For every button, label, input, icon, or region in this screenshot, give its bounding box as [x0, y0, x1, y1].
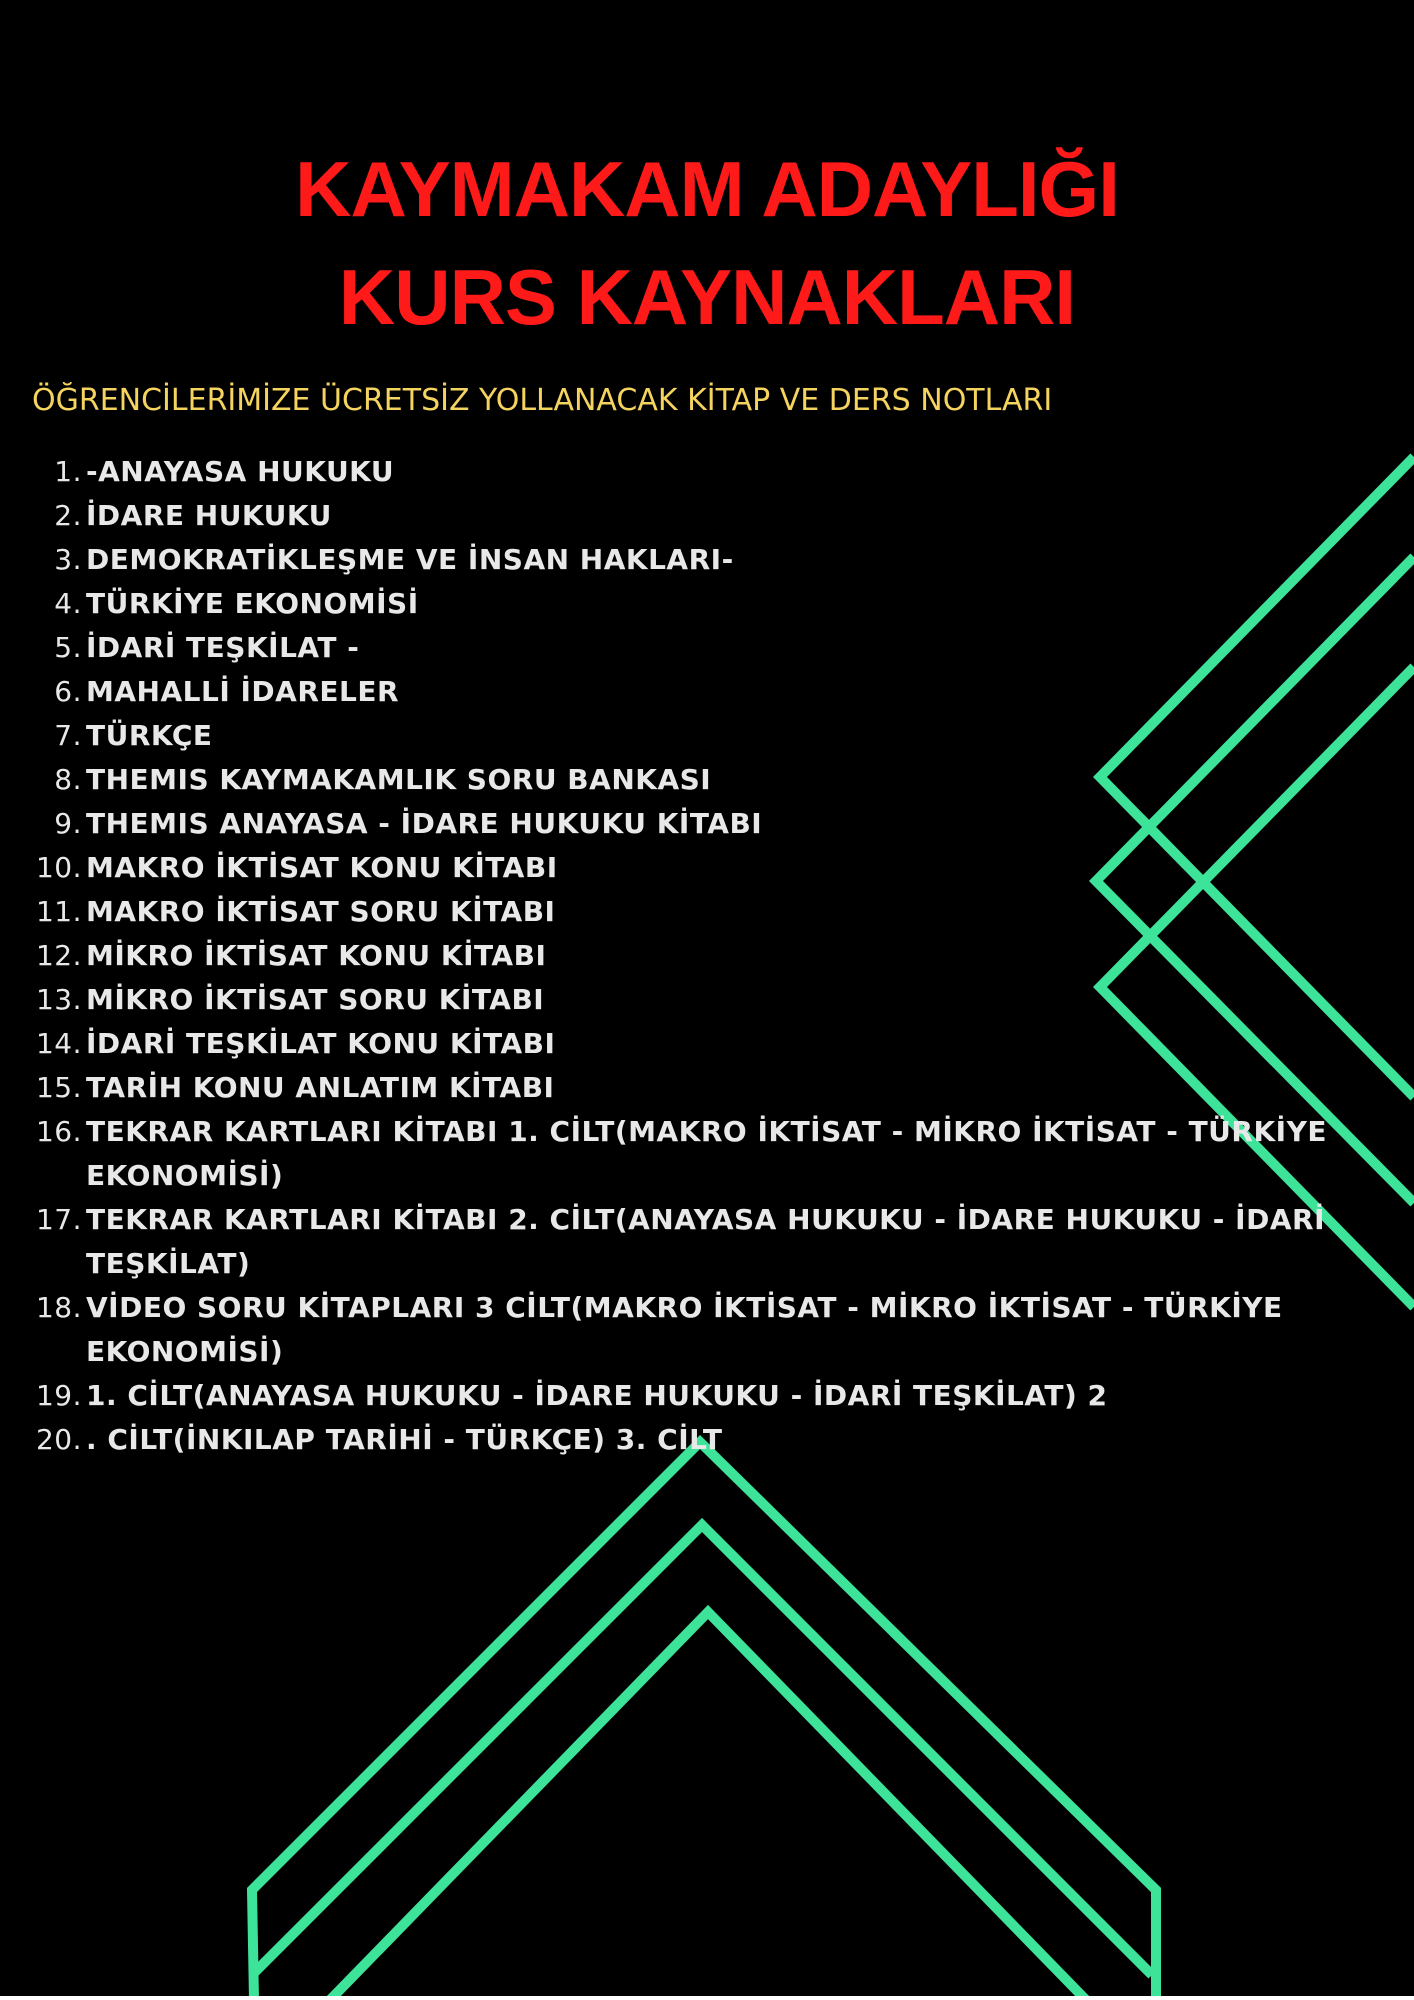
list-item-number: 19.: [35, 1379, 82, 1412]
list-item-number: 14.: [35, 1027, 82, 1060]
page-title-line-2: KURS KAYNAKLARI: [338, 253, 1076, 341]
list-item: [0, 802, 1400, 846]
list-item-number: 5.: [54, 631, 82, 664]
list-item-text: THEMIS KAYMAKAMLIK SORU BANKASI: [86, 763, 712, 796]
list-item-text: THEMIS ANAYASA - İDARE HUKUKU KİTABI: [86, 807, 763, 840]
list-item-text: . CİLT(İNKILAP TARİHİ - TÜRKÇE) 3. CİLT: [86, 1423, 723, 1456]
list-item-text: MİKRO İKTİSAT KONU KİTABI: [86, 939, 547, 972]
book-list: [0, 450, 1400, 1462]
list-item-text: TÜRKİYE EKONOMİSİ: [86, 587, 419, 620]
list-item-number: 13.: [35, 983, 82, 1016]
list-item: [0, 494, 1400, 538]
list-item: [0, 1022, 1400, 1066]
list-item-number: 6.: [54, 675, 82, 708]
list-item-number: 3.: [54, 543, 82, 576]
list-item-text: MAKRO İKTİSAT SORU KİTABI: [86, 895, 556, 928]
subtitle: ÖĞRENCİLERİMİZE ÜCRETSİZ YOLLANACAK KİTAP VE DERS NOTLARI: [32, 383, 1053, 418]
list-item-number: 2.: [54, 499, 82, 532]
list-item-text: DEMOKRATİKLEŞME VE İNSAN HAKLARI-: [86, 543, 734, 576]
list-item: [0, 758, 1400, 802]
list-item-text: İDARİ TEŞKİLAT -: [86, 631, 360, 664]
list-item-number: 9.: [54, 807, 82, 840]
list-item-number: 10.: [35, 851, 82, 884]
list-item-text: TEKRAR KARTLARI KİTABI 1. CİLT(MAKRO İKTİSAT - MİKRO İKTİSAT - TÜRKİYE EKONOMİSİ): [86, 1115, 1327, 1192]
list-item: [0, 670, 1400, 714]
list-item: [0, 626, 1400, 670]
list-item-number: 1.: [54, 455, 82, 488]
list-item-text: TARİH KONU ANLATIM KİTABI: [86, 1071, 555, 1104]
list-item: [0, 538, 1400, 582]
list-item-text: MAHALLİ İDARELER: [86, 675, 400, 708]
list-item-text: MİKRO İKTİSAT SORU KİTABI: [86, 983, 545, 1016]
list-item-text: TÜRKÇE: [86, 719, 213, 752]
list-item-number: 18.: [35, 1291, 82, 1324]
page-title-line-1: KAYMAKAM ADAYLIĞI: [295, 145, 1119, 233]
list-item: [0, 978, 1400, 1022]
list-item: [0, 934, 1400, 978]
list-item-number: 11.: [35, 895, 82, 928]
list-item: [0, 582, 1400, 626]
list-item: [0, 1110, 1400, 1198]
list-item-text: TEKRAR KARTLARI KİTABI 2. CİLT(ANAYASA HUKUKU - İDARE HUKUKU - İDARİ TEŞKİLAT): [86, 1203, 1325, 1280]
list-item: [0, 846, 1400, 890]
list-item: [0, 714, 1400, 758]
list-item-text: MAKRO İKTİSAT KONU KİTABI: [86, 851, 558, 884]
list-item: [0, 1066, 1400, 1110]
list-item-text: İDARİ TEŞKİLAT KONU KİTABI: [86, 1027, 556, 1060]
list-item-text: VİDEO SORU KİTAPLARI 3 CİLT(MAKRO İKTİSAT - MİKRO İKTİSAT - TÜRKİYE EKONOMİSİ): [86, 1291, 1283, 1368]
list-item: [0, 1418, 1400, 1462]
list-item-text: -ANAYASA HUKUKU: [86, 455, 395, 488]
list-item-number: 16.: [35, 1115, 82, 1148]
list-item-number: 15.: [35, 1071, 82, 1104]
list-item-number: 20.: [35, 1423, 82, 1456]
list-item-number: 4.: [54, 587, 82, 620]
list-item-number: 7.: [54, 719, 82, 752]
bottom-chevron-3: [330, 1612, 1086, 1996]
list-item: [0, 890, 1400, 934]
list-item-number: 12.: [35, 939, 82, 972]
list-item-text: 1. CİLT(ANAYASA HUKUKU - İDARE HUKUKU - İDARİ TEŞKİLAT) 2: [86, 1379, 1108, 1412]
list-item: [0, 1198, 1400, 1286]
list-item: [0, 450, 1400, 494]
list-item-number: 8.: [54, 763, 82, 796]
list-item: [0, 1286, 1400, 1374]
list-item-text: İDARE HUKUKU: [86, 499, 332, 532]
list-item-number: 17.: [35, 1203, 82, 1236]
list-item: [0, 1374, 1400, 1418]
